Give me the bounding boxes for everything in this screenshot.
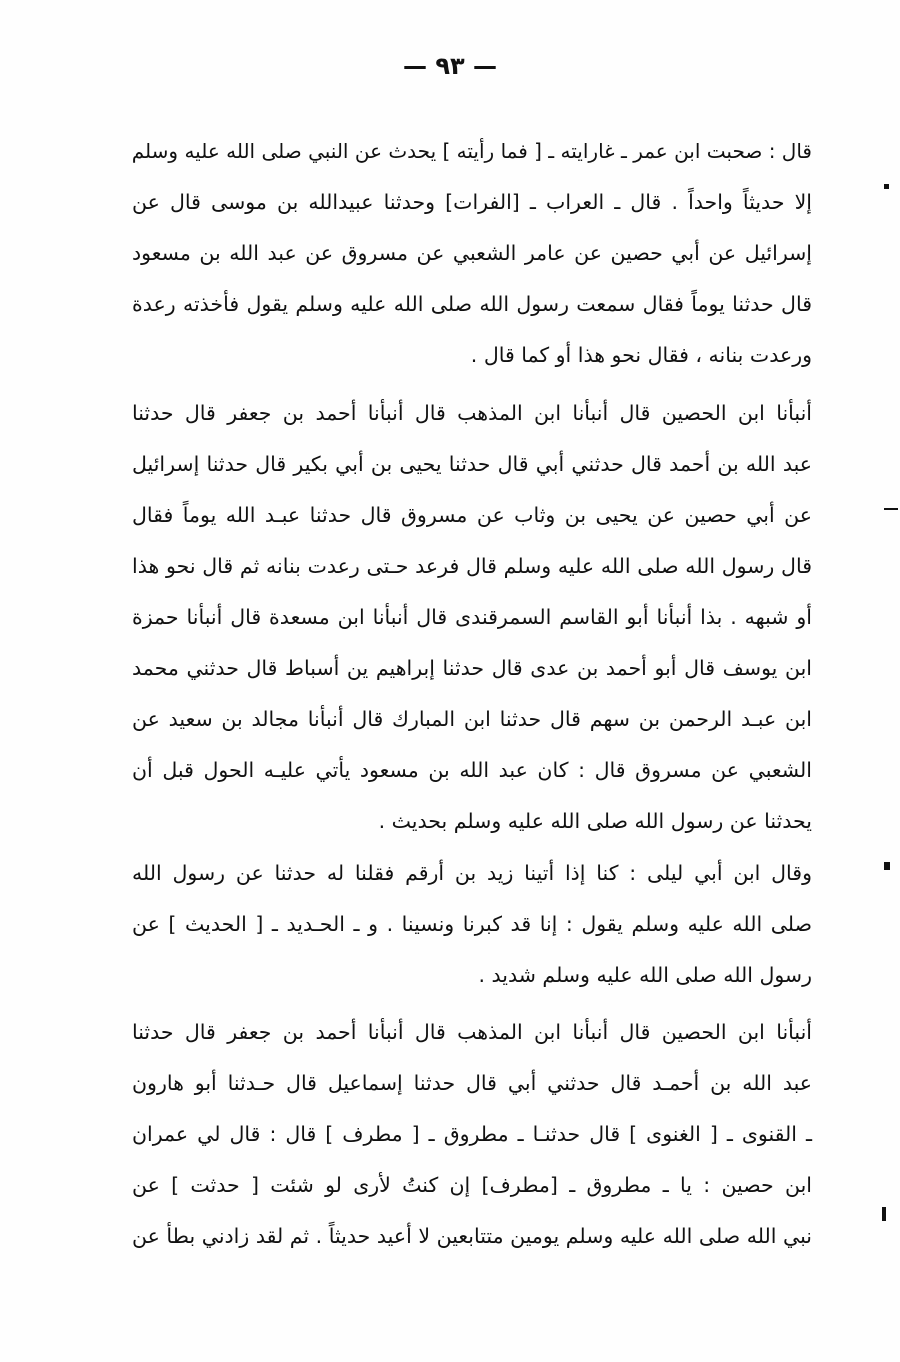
text-line: أنبأنا ابن الحصين قال أنبأنا ابن المذهب قال أنبأنا أحمد بن جعفر قال حدثنا — [132, 1020, 812, 1044]
text-line: ـ القنوى ـ [ الغنوى ] قال حدثنـا ـ مطروق ـ [ مطرف ] قال : قال لي عمران — [132, 1122, 812, 1146]
text-line: عبد الله بن أحمـد قال حدثني أبي قال حدثنا إسماعيل قال حـدثنا أبو هارون — [132, 1071, 812, 1095]
text-line: رسول الله صلى الله عليه وسلم شديد . — [478, 963, 812, 987]
text-line: إسرائيل عن أبي حصين عن عامر الشعبي عن مسروق عن عبد الله بن مسعود — [132, 241, 812, 265]
text-line: قال : صحبت ابن عمر ـ غارايته ـ [ فما رأيته ] يحدث عن النبي صلى الله عليه وسلم — [131, 139, 812, 163]
margin-mark — [884, 862, 890, 870]
text-line: الشعبي عن مسروق قال : كان عبد الله بن مسعود يأتي عليـه الحول قبل أن — [132, 758, 812, 782]
text-line: ابن حصين : يا ـ مطروق ـ [مطرف] إن كنتُ لأرى لو شئت [ حدثت ] عن — [132, 1173, 812, 1197]
margin-mark — [882, 1207, 886, 1221]
text-line: أنبأنا ابن الحصين قال أنبأنا ابن المذهب قال أنبأنا أحمد بن جعفر قال حدثنا — [132, 401, 812, 425]
text-line: نبي الله صلى الله عليه وسلم يومين متتابعين لا أعيد حديثاً . ثم لقد زادني بطأ عن — [132, 1224, 812, 1248]
text-line: إلا حديثاً واحداً . قال ـ العراب ـ [الفرات] وحدثنا عبيدالله بن موسى قال عن — [132, 190, 812, 214]
paragraph-1 — [132, 126, 812, 381]
page-number: — ٩٣ — — [402, 52, 497, 80]
text-line: ورعدت بنانه ، فقال نحو هذا أو كما قال . — [470, 343, 812, 367]
text-line: قال حدثنا يوماً فقال سمعت رسول الله صلى الله عليه وسلم يقول فأخذته رعدة — [132, 292, 812, 316]
text-line: يحدثنا عن رسول الله صلى الله عليه وسلم بحديث . — [378, 809, 812, 833]
paragraph-4 — [132, 1007, 812, 1262]
text-line: عن أبي حصين عن يحيى بن وثاب عن مسروق قال حدثنا عبـد الله يوماً فقال — [132, 503, 812, 527]
text-line: أو شبهه . بذا أنبأنا أبو القاسم السمرقندى قال أنبأنا ابن مسعدة قال أنبأنا حمزة — [132, 605, 812, 629]
margin-mark — [884, 508, 898, 510]
paragraph-2 — [132, 388, 812, 847]
text-line: ابن عبـد الرحمن بن سهم قال حدثنا ابن المبارك قال أنبأنا مجالد بن سعيد عن — [132, 707, 812, 731]
text-line: ابن يوسف قال أبو أحمد بن عدى قال حدثنا إبراهيم ين أسباط قال حدثني محمد — [132, 656, 812, 680]
text-line: قال رسول الله صلى الله عليه وسلم قال فرعد حـتى رعدت بنانه ثم قال نحو هذا — [132, 554, 812, 578]
paragraph-3 — [132, 848, 812, 1001]
text-line: صلى الله عليه وسلم يقول : إنا قد كبرنا ونسينا . و ـ الحـديد ـ [ الحديث ] عن — [132, 912, 812, 936]
margin-mark — [884, 184, 889, 189]
text-line: عبد الله بن أحمد قال حدثني أبي قال حدثنا يحيى بن أبي بكير قال حدثنا إسرائيل — [132, 452, 812, 476]
text-line: وقال ابن أبي ليلى : كنا إذا أتينا زيد بن أرقم فقلنا له حدثنا عن رسول الله — [132, 861, 812, 885]
